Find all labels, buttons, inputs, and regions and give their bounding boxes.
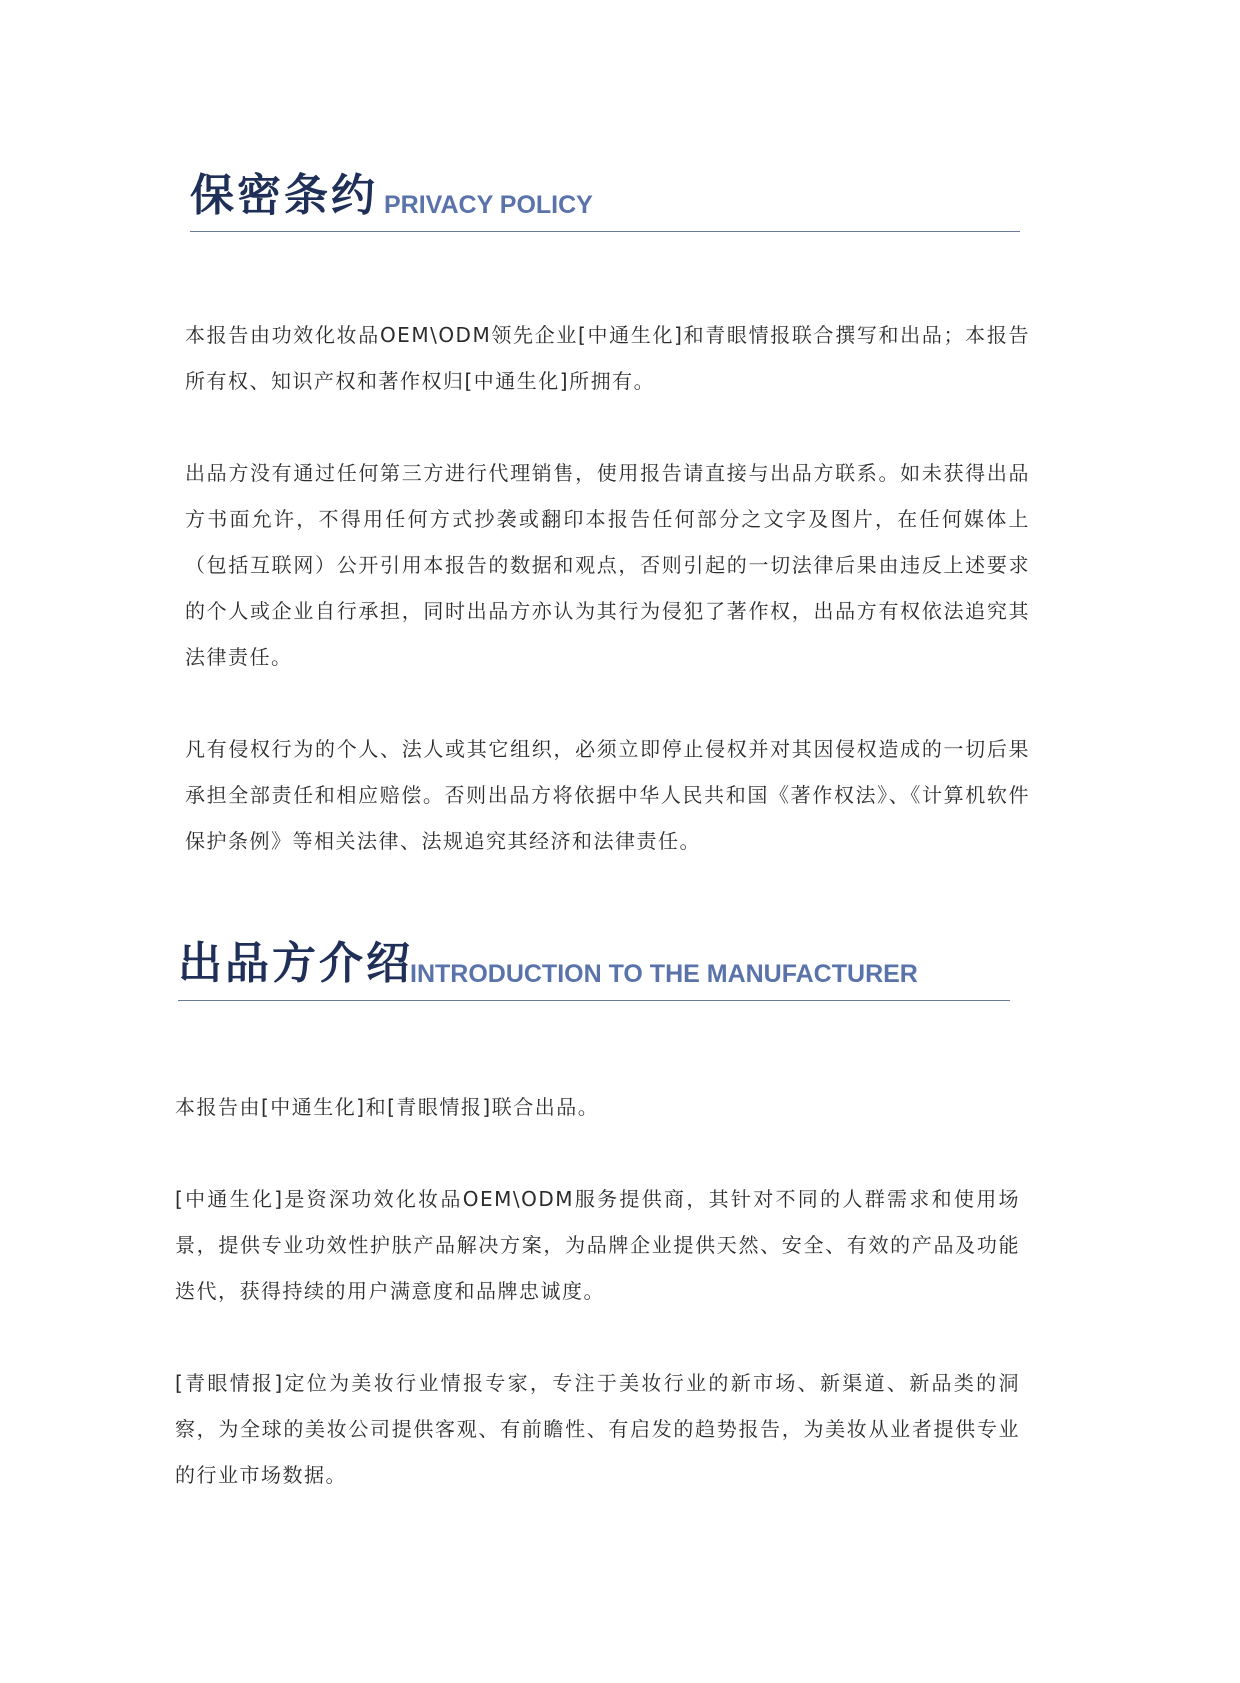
privacy-paragraph-3: 凡有侵权行为的个人、法人或其它组织，必须立即停止侵权并对其因侵权造成的一切后果承担全部责任和相应赔偿。否则出品方将依据中华人民共和国《著作权法》、《计算机软件保护条例》等相关法律、法规追究其经济和法律责任。: [185, 737, 1030, 853]
privacy-heading-divider: [190, 231, 1020, 232]
manufacturer-heading: [178, 936, 1010, 1002]
manufacturer-paragraph-3: [青眼情报]定位为美妆行业情报专家，专注于美妆行业的新市场、新渠道、新品类的洞察，为全球的美妆公司提供客观、有前瞻性、有启发的趋势报告，为美妆从业者提供专业的行业市场数据。: [175, 1371, 1020, 1487]
privacy-title-en: PRIVACY POLICY: [384, 191, 593, 219]
privacy-paragraph-2: 出品方没有通过任何第三方进行代理销售，使用报告请直接与出品方联系。如未获得出品方书面允许，不得用任何方式抄袭或翻印本报告任何部分之文字及图片，在任何媒体上（包括互联网）公开引用本报告的数据和观点，否则引起的一切法律后果由违反上述要求的个人或企业自行承担，同时出品方亦认为其行为侵犯了著作权，出品方有权依法追究其法律责任。: [185, 461, 1030, 669]
manufacturer-title-zh: 出品方介绍: [178, 938, 413, 989]
privacy-policy-body: [185, 312, 1030, 864]
manufacturer-paragraph-1: 本报告由[中通生化]和[青眼情报]联合出品。: [175, 1095, 600, 1119]
privacy-title-zh: 保密条约: [190, 170, 378, 221]
privacy-paragraph-1: 本报告由功效化妆品OEM\ODM领先企业[中通生化]和青眼情报联合撰写和出品；本报告所有权、知识产权和著作权归[中通生化]所拥有。: [185, 323, 1030, 393]
manufacturer-body: [175, 1084, 1020, 1498]
manufacturer-title-en: INTRODUCTION TO THE MANUFACTURER: [410, 960, 918, 988]
manufacturer-heading-divider: [178, 1000, 1010, 1001]
manufacturer-paragraph-2: [中通生化]是资深功效化妆品OEM\ODM服务提供商，其针对不同的人群需求和使用场景，提供专业功效性护肤产品解决方案，为品牌企业提供天然、安全、有效的产品及功能迭代，获得持续的用户满意度和品牌忠诚度。: [175, 1187, 1020, 1303]
privacy-policy-heading: [190, 168, 1020, 232]
